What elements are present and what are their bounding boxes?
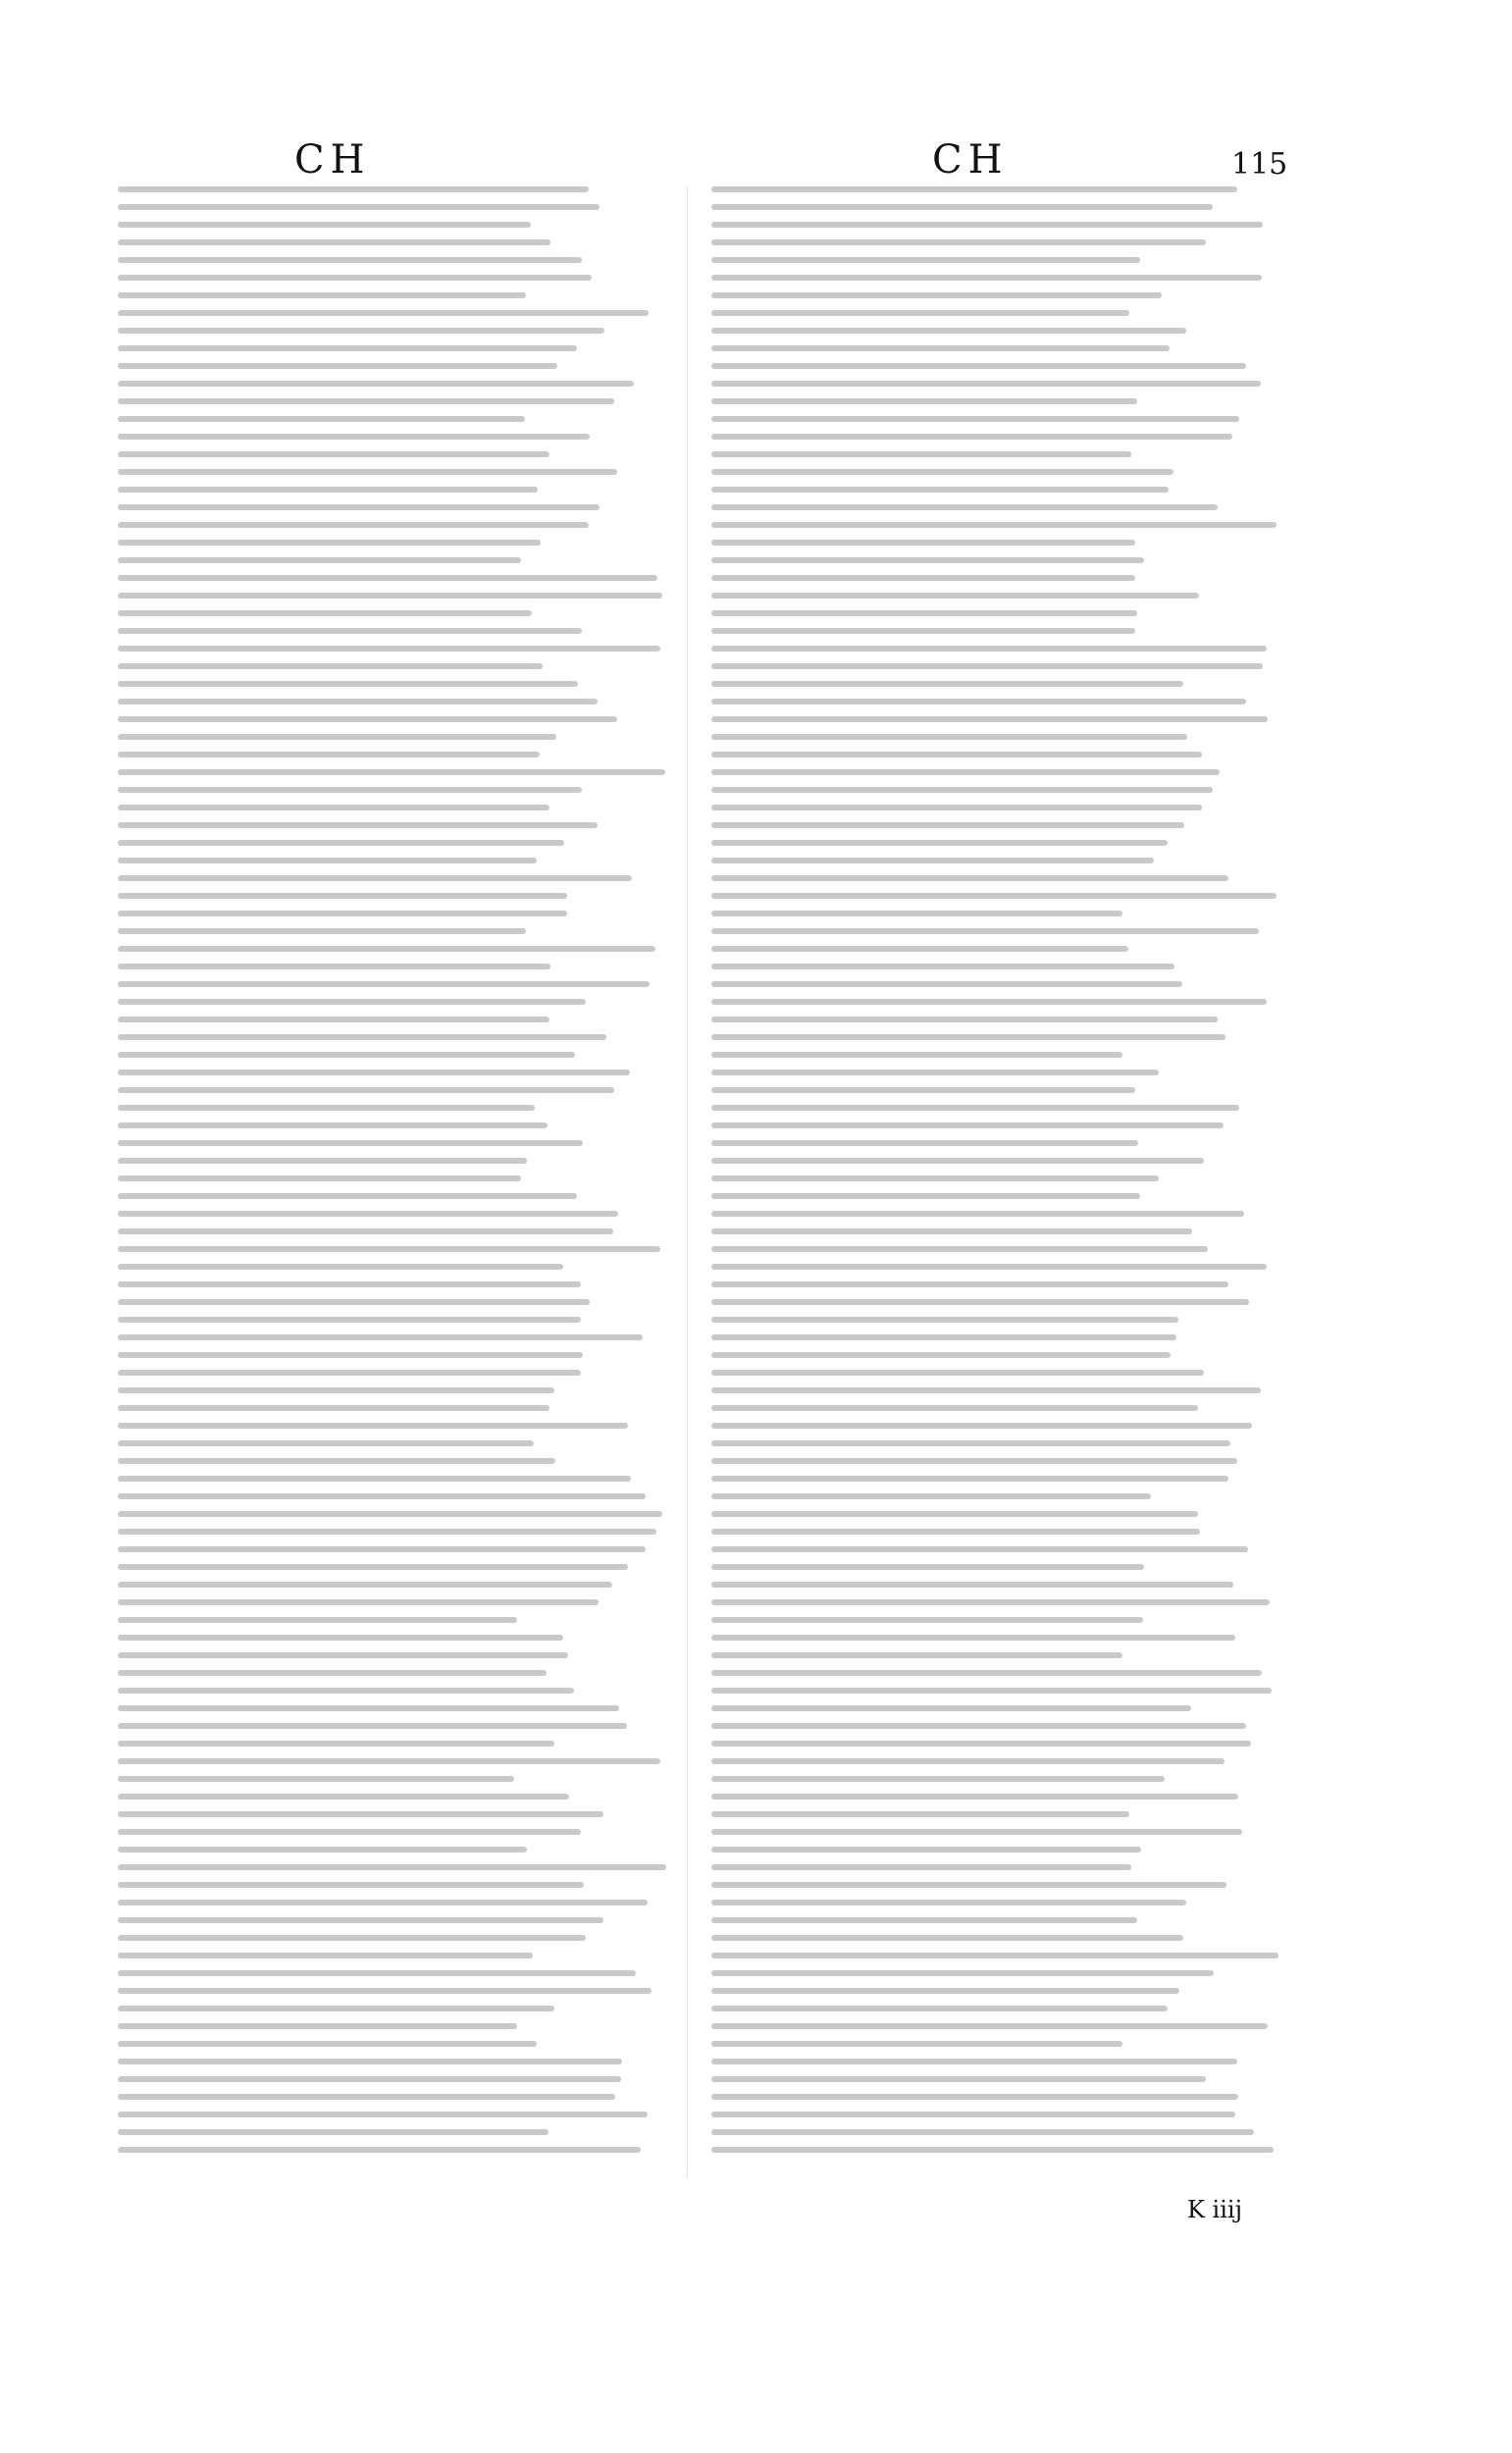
text-line	[118, 1635, 563, 1641]
text-line	[711, 292, 1162, 298]
text-line	[711, 1034, 1225, 1040]
text-line	[118, 663, 543, 669]
text-line	[711, 1864, 1131, 1870]
text-line	[711, 875, 1228, 881]
text-line	[711, 628, 1135, 634]
text-line	[711, 2147, 1274, 2153]
text-line	[118, 2041, 537, 2047]
text-line	[711, 681, 1183, 687]
text-line	[711, 257, 1140, 263]
text-line	[118, 1953, 533, 1958]
text-line	[118, 292, 526, 298]
text-line	[118, 858, 537, 863]
text-line	[711, 2076, 1206, 2082]
text-line	[118, 1175, 521, 1181]
text-line	[711, 1122, 1224, 1128]
text-line	[118, 1935, 586, 1941]
text-line	[711, 363, 1246, 369]
text-line	[118, 1705, 619, 1711]
text-line	[711, 222, 1263, 228]
text-line	[711, 1670, 1262, 1676]
text-line	[711, 398, 1137, 404]
text-line	[118, 628, 582, 634]
text-line	[711, 1741, 1251, 1747]
text-line	[118, 239, 550, 245]
text-line	[711, 1140, 1138, 1146]
text-line	[711, 487, 1169, 493]
text-line	[711, 434, 1232, 440]
text-line	[118, 981, 650, 987]
text-line	[118, 2023, 517, 2029]
text-line	[118, 2147, 641, 2153]
text-line	[711, 1017, 1218, 1022]
text-line	[711, 1847, 1141, 1853]
text-line	[711, 928, 1259, 934]
text-line	[711, 893, 1277, 899]
text-line	[118, 1317, 581, 1323]
column-divider	[687, 186, 688, 2178]
text-line	[118, 222, 531, 228]
text-line	[711, 1264, 1267, 1270]
text-line	[118, 540, 541, 546]
text-line	[118, 1493, 646, 1499]
text-line	[711, 822, 1184, 828]
text-line	[711, 734, 1187, 740]
text-line	[118, 257, 582, 263]
text-line	[118, 1087, 614, 1093]
text-line	[118, 186, 589, 192]
text-line	[118, 451, 549, 457]
text-line	[118, 1652, 568, 1658]
text-line	[711, 840, 1168, 846]
text-line	[711, 1882, 1226, 1888]
text-line	[118, 893, 567, 899]
text-line	[711, 1564, 1144, 1570]
text-line	[711, 805, 1202, 810]
text-line	[118, 964, 550, 969]
text-line	[711, 186, 1237, 192]
text-line	[118, 1017, 549, 1022]
text-line	[711, 328, 1186, 334]
text-line	[118, 345, 577, 351]
text-line	[711, 1370, 1204, 1376]
text-line	[711, 540, 1135, 546]
text-line	[711, 1635, 1235, 1641]
text-line	[711, 1105, 1239, 1111]
text-line	[118, 1811, 603, 1817]
text-line	[711, 1158, 1204, 1164]
text-line	[118, 699, 598, 705]
text-line	[711, 204, 1213, 210]
text-line	[711, 1935, 1183, 1941]
text-line	[118, 1158, 527, 1164]
text-line	[118, 1776, 514, 1782]
text-line	[711, 2006, 1168, 2011]
text-line	[711, 1970, 1214, 1976]
text-line	[118, 398, 614, 404]
text-line	[711, 416, 1239, 422]
text-line	[118, 1299, 590, 1305]
text-line	[711, 1723, 1246, 1729]
text-line	[118, 1034, 606, 1040]
text-line	[711, 1811, 1129, 1817]
text-line	[118, 557, 521, 563]
text-line	[711, 1458, 1237, 1464]
text-line	[118, 1352, 583, 1358]
text-line	[711, 1529, 1200, 1535]
text-line	[711, 1599, 1270, 1605]
running-head-left: CH	[294, 137, 371, 183]
text-line	[711, 1070, 1159, 1075]
text-line	[711, 1794, 1238, 1800]
running-head-right: CH	[932, 137, 1009, 183]
text-line	[711, 451, 1131, 457]
text-line	[118, 1193, 577, 1199]
text-line	[118, 487, 538, 493]
text-line	[711, 646, 1267, 652]
text-line	[711, 964, 1174, 969]
text-line	[118, 840, 564, 846]
text-line	[711, 1917, 1137, 1923]
text-line	[118, 310, 649, 316]
signature-mark: K iiij	[1187, 2196, 1243, 2223]
text-line	[711, 1423, 1252, 1429]
text-line	[711, 1299, 1249, 1305]
text-line	[118, 1122, 547, 1128]
text-line	[711, 1193, 1140, 1199]
text-line	[118, 2059, 622, 2064]
text-line	[118, 275, 592, 281]
text-line	[711, 699, 1246, 705]
text-line	[711, 575, 1135, 581]
text-line	[118, 1405, 549, 1411]
text-line	[711, 1281, 1228, 1287]
text-line	[118, 1140, 583, 1146]
text-line	[711, 345, 1170, 351]
text-line	[711, 1758, 1225, 1764]
text-line	[118, 1882, 584, 1888]
text-line	[118, 787, 582, 793]
text-line	[711, 239, 1206, 245]
text-line	[711, 1511, 1198, 1517]
text-line	[118, 1723, 627, 1729]
text-line	[711, 858, 1154, 863]
text-line	[118, 928, 526, 934]
text-line	[118, 1617, 517, 1623]
text-line	[711, 557, 1144, 563]
text-line	[118, 1829, 581, 1835]
text-line	[118, 575, 657, 581]
text-line	[118, 1741, 554, 1747]
text-line	[118, 999, 586, 1005]
text-line	[118, 1688, 574, 1694]
page-number: 115	[1231, 147, 1288, 182]
text-line	[118, 1281, 581, 1287]
text-line	[711, 310, 1129, 316]
text-line	[711, 593, 1199, 599]
right-column-text	[711, 186, 1280, 2178]
text-line	[118, 1440, 534, 1446]
text-line	[118, 1423, 628, 1429]
text-line	[118, 875, 632, 881]
text-line	[118, 2112, 648, 2117]
text-line	[118, 1670, 547, 1676]
left-column-text	[118, 186, 667, 2178]
text-line	[118, 1387, 554, 1393]
text-line	[711, 752, 1202, 757]
text-line	[711, 2023, 1268, 2029]
text-line	[711, 1582, 1233, 1588]
text-line	[711, 787, 1213, 793]
text-line	[711, 1317, 1178, 1323]
text-line	[711, 1617, 1143, 1623]
text-line	[711, 1440, 1230, 1446]
text-line	[118, 1228, 613, 1234]
text-line	[118, 363, 557, 369]
text-line	[711, 1776, 1165, 1782]
text-line	[711, 522, 1277, 528]
text-line	[118, 805, 549, 810]
text-line	[711, 275, 1262, 281]
text-line	[118, 1758, 660, 1764]
text-line	[118, 681, 578, 687]
text-line	[118, 1211, 618, 1217]
text-line	[118, 610, 532, 616]
text-line	[118, 822, 598, 828]
text-line	[118, 504, 600, 510]
text-line	[711, 1546, 1248, 1552]
text-line	[118, 1070, 630, 1075]
text-line	[711, 1476, 1228, 1482]
text-line	[118, 752, 540, 757]
text-line	[118, 1988, 652, 1994]
text-line	[118, 769, 665, 775]
text-line	[711, 1352, 1171, 1358]
text-line	[118, 1847, 527, 1853]
text-line	[711, 1387, 1261, 1393]
text-line	[711, 1246, 1208, 1252]
text-line	[118, 1458, 555, 1464]
text-line	[118, 469, 617, 475]
text-line	[118, 204, 600, 210]
text-line	[711, 911, 1122, 916]
text-line	[711, 1688, 1272, 1694]
text-line	[118, 1864, 666, 1870]
text-line	[711, 469, 1173, 475]
text-line	[711, 981, 1182, 987]
text-line	[711, 946, 1128, 952]
text-line	[118, 1917, 603, 1923]
text-line	[711, 1175, 1159, 1181]
text-line	[711, 1087, 1135, 1093]
text-line	[118, 522, 589, 528]
text-line	[118, 328, 604, 334]
text-line	[118, 1546, 646, 1552]
text-line	[118, 1599, 599, 1605]
text-line	[118, 1794, 569, 1800]
text-line	[118, 734, 556, 740]
text-line	[711, 504, 1218, 510]
text-line	[118, 434, 590, 440]
text-line	[711, 610, 1137, 616]
text-line	[118, 2094, 615, 2100]
text-line	[118, 911, 567, 916]
text-line	[711, 1211, 1244, 1217]
text-line	[118, 716, 617, 722]
text-line	[118, 416, 525, 422]
text-line	[118, 1052, 575, 1058]
text-line	[711, 1829, 1242, 1835]
text-line	[118, 1334, 643, 1340]
text-line	[711, 2112, 1235, 2117]
text-line	[118, 381, 634, 387]
text-line	[711, 1900, 1186, 1905]
text-line	[118, 1511, 662, 1517]
text-line	[118, 1370, 581, 1376]
text-line	[711, 1705, 1191, 1711]
text-line	[118, 946, 655, 952]
text-line	[711, 2094, 1238, 2100]
text-line	[711, 1953, 1278, 1958]
text-line	[711, 999, 1267, 1005]
text-line	[711, 1334, 1176, 1340]
text-line	[711, 663, 1263, 669]
text-line	[118, 1582, 612, 1588]
text-line	[711, 1052, 1122, 1058]
text-line	[118, 1246, 660, 1252]
text-line	[118, 2129, 548, 2135]
text-line	[118, 2076, 621, 2082]
text-line	[118, 1105, 535, 1111]
text-line	[118, 1564, 628, 1570]
text-line	[118, 1900, 648, 1905]
text-line	[711, 1652, 1122, 1658]
text-line	[711, 1228, 1192, 1234]
text-line	[711, 2129, 1254, 2135]
text-line	[118, 593, 662, 599]
text-line	[711, 2041, 1122, 2047]
text-line	[118, 1529, 656, 1535]
text-line	[711, 381, 1261, 387]
text-line	[118, 646, 660, 652]
text-line	[118, 1476, 631, 1482]
text-line	[711, 716, 1268, 722]
text-line	[711, 769, 1220, 775]
text-line	[711, 1405, 1198, 1411]
text-line	[118, 1970, 636, 1976]
text-line	[711, 1493, 1151, 1499]
text-line	[711, 1988, 1179, 1994]
text-line	[711, 2059, 1237, 2064]
text-line	[118, 1264, 563, 1270]
text-line	[118, 2006, 554, 2011]
